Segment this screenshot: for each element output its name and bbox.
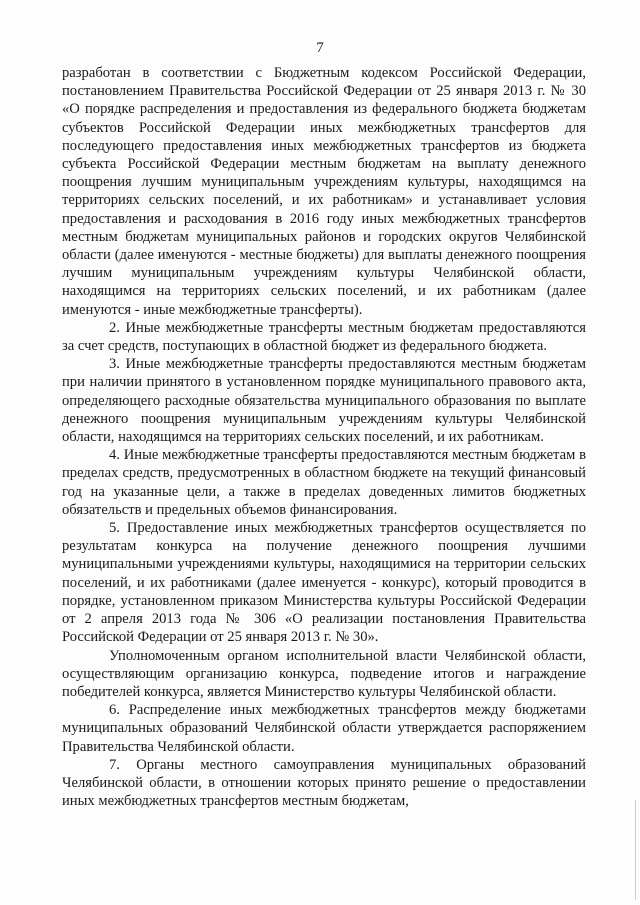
document-body: [62, 64, 586, 810]
paragraph-item-2: 2. Иные межбюджетные трансферты местным бюджетам предоставляются за счет средств, поступающих в областной бюджет из федерального бюджета.: [62, 319, 586, 355]
paragraph-authorized-body: Уполномоченным органом исполнительной власти Челябинской области, осуществляющим организацию конкурса, подведение итогов и награждение победителей конкурса, является Министерство культуры Челябинской области.: [62, 647, 586, 700]
paragraph-item-7: 7. Органы местного самоуправления муниципальных образований Челябинской области, в отношении которых принято решение о предоставлении иных межбюджетных трансфертов местным бюджетам,: [62, 756, 586, 810]
paragraph-item-3: 3. Иные межбюджетные трансферты предоставляются местным бюджетам при наличии принятого в установленном порядке муниципального правового акта, определяющего расходные обязательства муниципального образования по выплате денежного поощрения муниципальным учреждениям культуры Челябинской области, находящимся на территориях сельских поселений, и их работникам.: [62, 356, 586, 446]
paragraph-item-5: 5. Предоставление иных межбюджетных трансфертов осуществляется по результатам конкурса на получение денежного поощрения лучшими муниципальными учреждениями культуры, находящимися на территории сельских поселений, и их работниками (далее именуется - конкурс), который проводится в порядке, установленном приказом Министерства культуры Российской Федерации от 2 апреля 2013 года № 306 «О реализации постановления Правительства Российской Федерации от 25 января 2013 г. № 30».: [62, 520, 586, 646]
scan-edge-shadow: [635, 800, 636, 900]
page-number: 7: [316, 40, 324, 56]
paragraph-item-6: 6. Распределение иных межбюджетных трансфертов между бюджетами муниципальных образований Челябинской области утверждается распоряжением Правительства Челябинской области.: [62, 702, 586, 755]
paragraph-continuation: разработан в соответствии с Бюджетным кодексом Российской Федерации, постановлением Правительства Российской Федерации от 25 января 2013 г. № 30 «О порядке распределения и предоставления из федерального бюджета бюджетам субъектов Российской Федерации иных межбюджетных трансфертов для последующего предоставления иных межбюджетных трансфертов из бюджета субъекта Российской Федерации местным бюджетам на выплату денежного поощрения лучшим муниципальным учреждениям культуры, находящимся на территориях сельских поселений, и их работникам» и устанавливает условия предоставления и расходования в 2016 году иных межбюджетных трансфертов местным бюджетам муниципальных районов и городских округов Челябинской области (далее именуются - местные бюджеты) для выплаты денежного поощрения лучшим муниципальным учреждениям культуры Челябинской области, находящимся на территориях сельских поселений, и их работникам (далее именуются - иные межбюджетные трансферты).: [62, 65, 586, 318]
paragraph-item-4: 4. Иные межбюджетные трансферты предоставляются местным бюджетам в пределах средств, предусмотренных в областном бюджете на текущий финансовый год на указанные цели, а также в пределах доведенных лимитов бюджетных обязательств и предельных объемов финансирования.: [62, 447, 586, 518]
